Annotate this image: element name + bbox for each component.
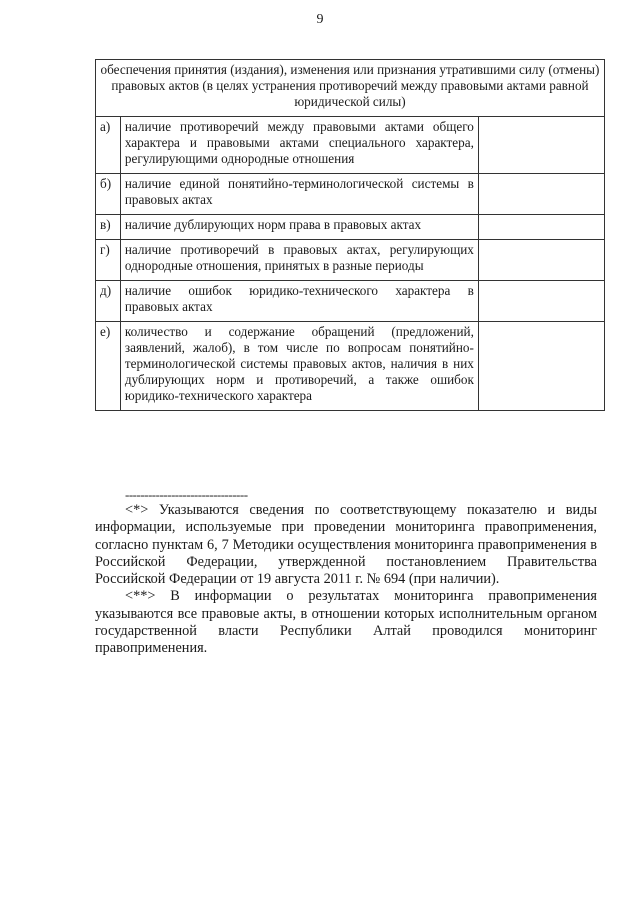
row-letter: а): [96, 117, 121, 174]
row-text: наличие дублирующих норм права в правовых актах: [120, 215, 478, 240]
row-text: наличие единой понятийно-терминологической системы в правовых актах: [120, 174, 478, 215]
row-value-cell: [478, 174, 604, 215]
footnote-separator: --------------------------------: [125, 487, 248, 502]
row-value-cell: [478, 281, 604, 322]
table-header-cell: обеспечения принятия (издания), изменения или признания утратившими силу (отмены) правовых актов (в целях устранения противоречий между правовыми актами равной юридической силы): [96, 60, 605, 117]
table-row: [96, 215, 605, 240]
table-header-row: [96, 60, 605, 117]
row-text: количество и содержание обращений (предложений, заявлений, жалоб), в том числе по вопросам понятийно-терминологической системы правовых актов, наличия в них дублирующих норм и противоречий, а также ошибок юридико-технического характера: [120, 322, 478, 411]
row-value-cell: [478, 117, 604, 174]
table-row: [96, 117, 605, 174]
table-row: [96, 240, 605, 281]
monitoring-table: [95, 59, 605, 411]
row-letter: в): [96, 215, 121, 240]
footnote-2: <**> В информации о результатах мониторинга правоприменения указываются все правовые акты, в отношении которых исполнительным органом государственной власти Республики Алтай проводился мониторинг правоприменения.: [95, 588, 597, 657]
row-text: наличие противоречий между правовыми актами общего характера и правовыми актами специального характера, регулирующими однородные отношения: [120, 117, 478, 174]
row-text: наличие противоречий в правовых актах, регулирующих однородные отношения, принятых в разные периоды: [120, 240, 478, 281]
footnotes: [95, 488, 597, 658]
row-letter: б): [96, 174, 121, 215]
row-letter: е): [96, 322, 121, 411]
table-row: [96, 281, 605, 322]
row-letter: г): [96, 240, 121, 281]
table-row: [96, 174, 605, 215]
page-number: 9: [316, 12, 324, 27]
row-text: наличие ошибок юридико-технического характера в правовых актах: [120, 281, 478, 322]
row-value-cell: [478, 215, 604, 240]
footnote-1: <*> Указываются сведения по соответствующему показателю и виды информации, используемые при проведении мониторинга правоприменения, согласно пунктам 6, 7 Методики осуществления мониторинга правоприменения в Российской Федерации, утвержденной постановлением Правительства Российской Федерации от 19 августа 2011 г. № 694 (при наличии).: [95, 502, 597, 588]
row-value-cell: [478, 322, 604, 411]
table-row: [96, 322, 605, 411]
row-value-cell: [478, 240, 604, 281]
row-letter: д): [96, 281, 121, 322]
